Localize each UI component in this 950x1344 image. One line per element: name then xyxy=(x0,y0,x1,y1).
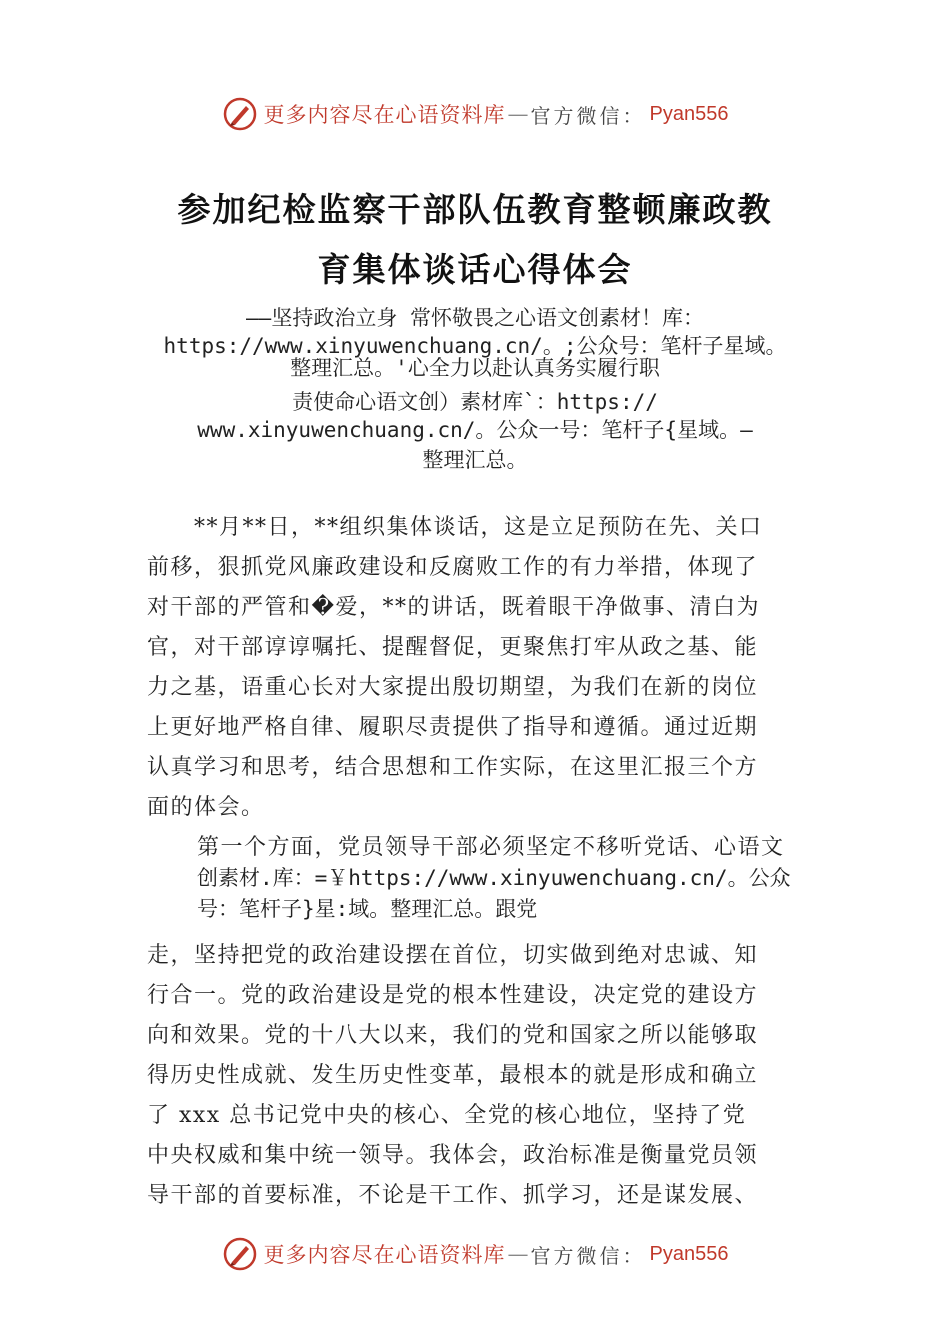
paragraph-line: 上更好地严格自律、履职尽责提供了指导和遵循。通过近期 xyxy=(147,715,759,740)
document-title-line-1: 参加纪检监察干部队伍教育整顿廉政教 xyxy=(177,190,773,229)
paragraph-line: 导干部的首要标准，不论是干工作、抓学习，还是谋发展、 xyxy=(147,1183,759,1208)
paragraph-line: 面的体会。 xyxy=(147,795,265,820)
paragraph-line: 力之基，语重心长对大家提出殷切期望，为我们在新的岗位 xyxy=(147,675,759,700)
paragraph-line: 中央权威和集中统一领导。我体会，政治标准是衡量党员领 xyxy=(147,1143,759,1168)
banner-official-label: 官方微信： xyxy=(530,1243,646,1268)
section-heading-line: 第一个方面，党员领导干部必须坚定不移听党话、心语文 xyxy=(197,835,785,860)
paragraph-line: 官，对干部谆谆嘱托、提醒督促，更聚焦打牢从政之基、能 xyxy=(147,635,759,660)
body-paragraph-1 xyxy=(147,508,827,828)
banner-official-label: 官方微信： xyxy=(530,103,646,128)
body-paragraph-2 xyxy=(147,936,827,1216)
paragraph-line: **月**日，**组织集体谈话，这是立足预防在先、关口 xyxy=(147,515,763,540)
subtitle-line: 整理汇总。 xyxy=(422,448,528,472)
paragraph-line: 对干部的严管和�爱，**的讲话，既着眼干净做事、清白为 xyxy=(147,595,761,620)
subtitle-line: ——坚持政治立身 常怀敬畏之心语文创素材！库： xyxy=(246,306,704,330)
banner-text: 更多内容尽在心语资料库 xyxy=(263,1243,506,1267)
subtitle-line: https://www.xinyuwenchuang.cn/。;公众号：笔杆子星域。 xyxy=(163,334,787,358)
banner-separator: — xyxy=(507,1242,529,1266)
banner-wechat-id: Pyan556 xyxy=(649,1242,729,1265)
footer-watermark-banner xyxy=(0,1232,950,1276)
subtitle-line: 整理汇总。'心全力以赴认真务实履行职 xyxy=(290,356,660,380)
paragraph-line: 行合一。党的政治建设是党的根本性建设，决定党的建设方 xyxy=(147,983,759,1008)
paragraph-line: 了 xxx 总书记党中央的核心、全党的核心地位，坚持了党 xyxy=(147,1103,747,1128)
paragraph-line: 认真学习和思考，结合思想和工作实际，在这里汇报三个方 xyxy=(147,755,759,780)
paragraph-line: 得历史性成就、发生历史性变革，最根本的就是形成和确立 xyxy=(147,1063,759,1088)
subtitle-line: www.xinyuwenchuang.cn/。公众一号：笔杆子{星域。— xyxy=(197,418,753,442)
banner-wechat-id: Pyan556 xyxy=(649,102,729,125)
paragraph-line: 向和效果。党的十八大以来，我们的党和国家之所以能够取 xyxy=(147,1023,759,1048)
section-heading-line: 创素材.库：=￥https://www.xinyuwenchuang.cn/。公众 xyxy=(197,866,791,890)
pen-logo-icon xyxy=(222,96,258,132)
section-heading-line: 号：笔杆子}星:域。整理汇总。跟党 xyxy=(197,897,538,921)
paragraph-line: 走，坚持把党的政治建设摆在首位，切实做到绝对忠诚、知 xyxy=(147,943,759,968)
banner-separator: — xyxy=(507,102,529,126)
header-watermark-banner xyxy=(0,92,950,136)
paragraph-line: 前移，狠抓党风廉政建设和反腐败工作的有力举措，体现了 xyxy=(147,555,759,580)
subtitle-line: 责使命心语文创）素材库`：https:// xyxy=(292,390,658,414)
banner-text: 更多内容尽在心语资料库 xyxy=(263,103,506,127)
pen-logo-icon xyxy=(222,1236,258,1272)
document-title-line-2: 育集体谈话心得体会 xyxy=(317,250,633,289)
section-1-heading xyxy=(197,832,847,925)
